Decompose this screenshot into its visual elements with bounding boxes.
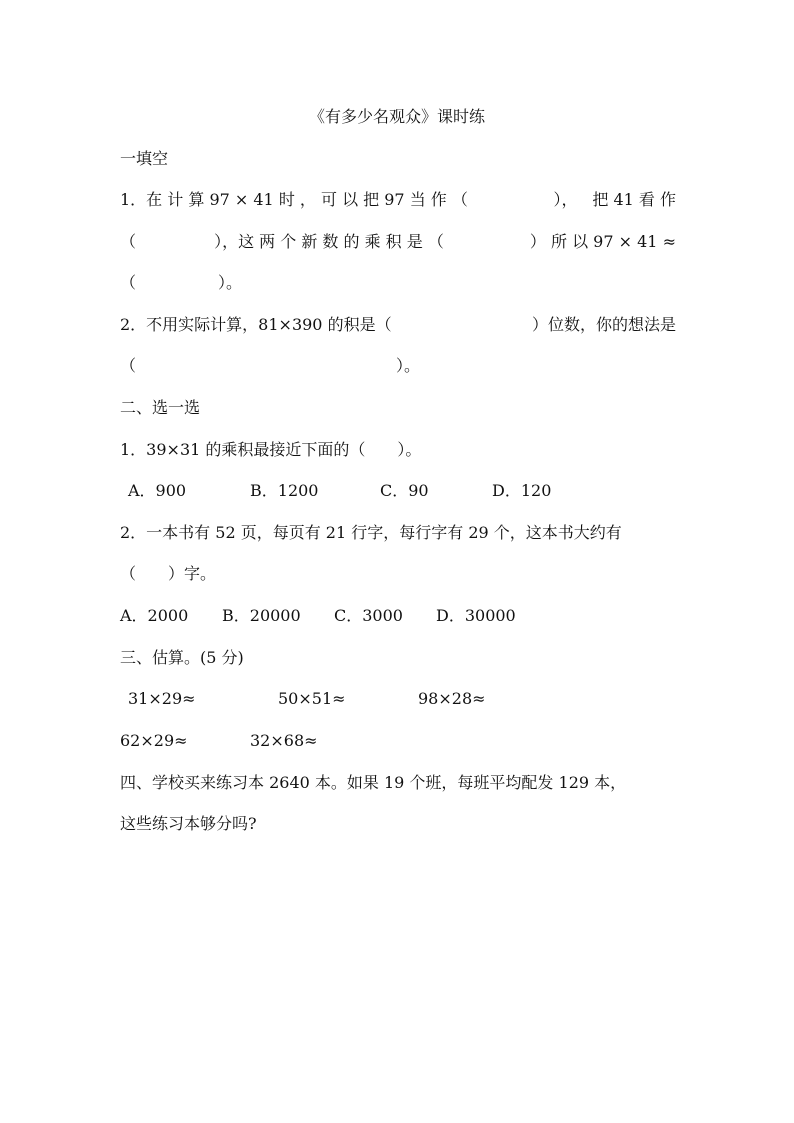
q1-2-line-2	[120, 355, 676, 377]
q2-1-option-b[interactable]: B．1200	[250, 481, 319, 500]
q1-1-text-c: 把 41 看 作	[592, 190, 676, 209]
section-2-heading: 二、选一选	[120, 398, 201, 417]
estimate-item: 62×29≈	[120, 731, 188, 750]
q1-1-text-a: 1．在 计 算 97 × 41 时 ， 可 以 把 97 当 作 （	[120, 190, 468, 209]
q2-2-option-a[interactable]: A．2000	[120, 606, 189, 625]
section-4-line-2: 这些练习本够分吗?	[120, 814, 257, 833]
q1-2-line-1	[120, 314, 676, 336]
estimate-item: 31×29≈	[128, 689, 196, 708]
answer-blank[interactable]	[437, 314, 487, 336]
q1-1-line-2	[120, 231, 676, 253]
q1-1-text-f: ） 所 以 97 × 41 ≈	[529, 232, 676, 251]
q1-1-text-e: ），这 两 个 新 数 的 乘 积 是 （	[214, 232, 444, 251]
q1-1-line-3	[120, 272, 676, 294]
q1-2-text-b: ）位数，你的想法是	[531, 315, 676, 334]
estimate-item: 32×68≈	[250, 731, 318, 750]
q2-1-option-a[interactable]: A．900	[128, 481, 187, 500]
q1-2-text-c: （	[120, 356, 137, 375]
q1-1-text-d: （	[120, 232, 137, 251]
q2-2-option-d[interactable]: D．30000	[436, 606, 516, 625]
answer-blank[interactable]	[483, 189, 539, 211]
estimate-item: 98×28≈	[418, 689, 486, 708]
q2-2-option-c[interactable]: C．3000	[334, 606, 403, 625]
q1-2-text-a: 2．不用实际计算，81×390 的积是（	[120, 315, 392, 334]
answer-blank[interactable]	[148, 231, 202, 253]
section-1-heading: 一填空	[120, 149, 169, 168]
section-3-heading: 三、估算。(5 分)	[120, 648, 244, 667]
q1-1-text-h: ）。	[218, 273, 243, 292]
q1-2-text-d: ）。	[396, 356, 421, 375]
q2-1-option-d[interactable]: D．120	[492, 481, 552, 500]
q2-2-option-b[interactable]: B．20000	[222, 606, 301, 625]
q2-1-option-c[interactable]: C．90	[380, 481, 429, 500]
q2-1-text: 1．39×31 的乘积最接近下面的（ ）。	[120, 440, 422, 459]
section-4-line-1: 四、学校买来练习本 2640 本。如果 19 个班，每班平均配发 129 本，	[120, 773, 627, 792]
q2-2-text: 2．一本书有 52 页，每页有 21 行字，每行字有 29 个，这本书大约有	[120, 523, 622, 542]
worksheet-title: 《有多少名观众》课时练	[308, 107, 485, 126]
q1-1-text-b: ），	[553, 190, 578, 209]
estimate-item: 50×51≈	[278, 689, 346, 708]
q1-1-text-g: （	[120, 273, 137, 292]
answer-blank[interactable]	[456, 231, 518, 253]
q1-1-line-1	[120, 189, 676, 211]
q2-2-text-2: （ ）字。	[120, 564, 217, 583]
